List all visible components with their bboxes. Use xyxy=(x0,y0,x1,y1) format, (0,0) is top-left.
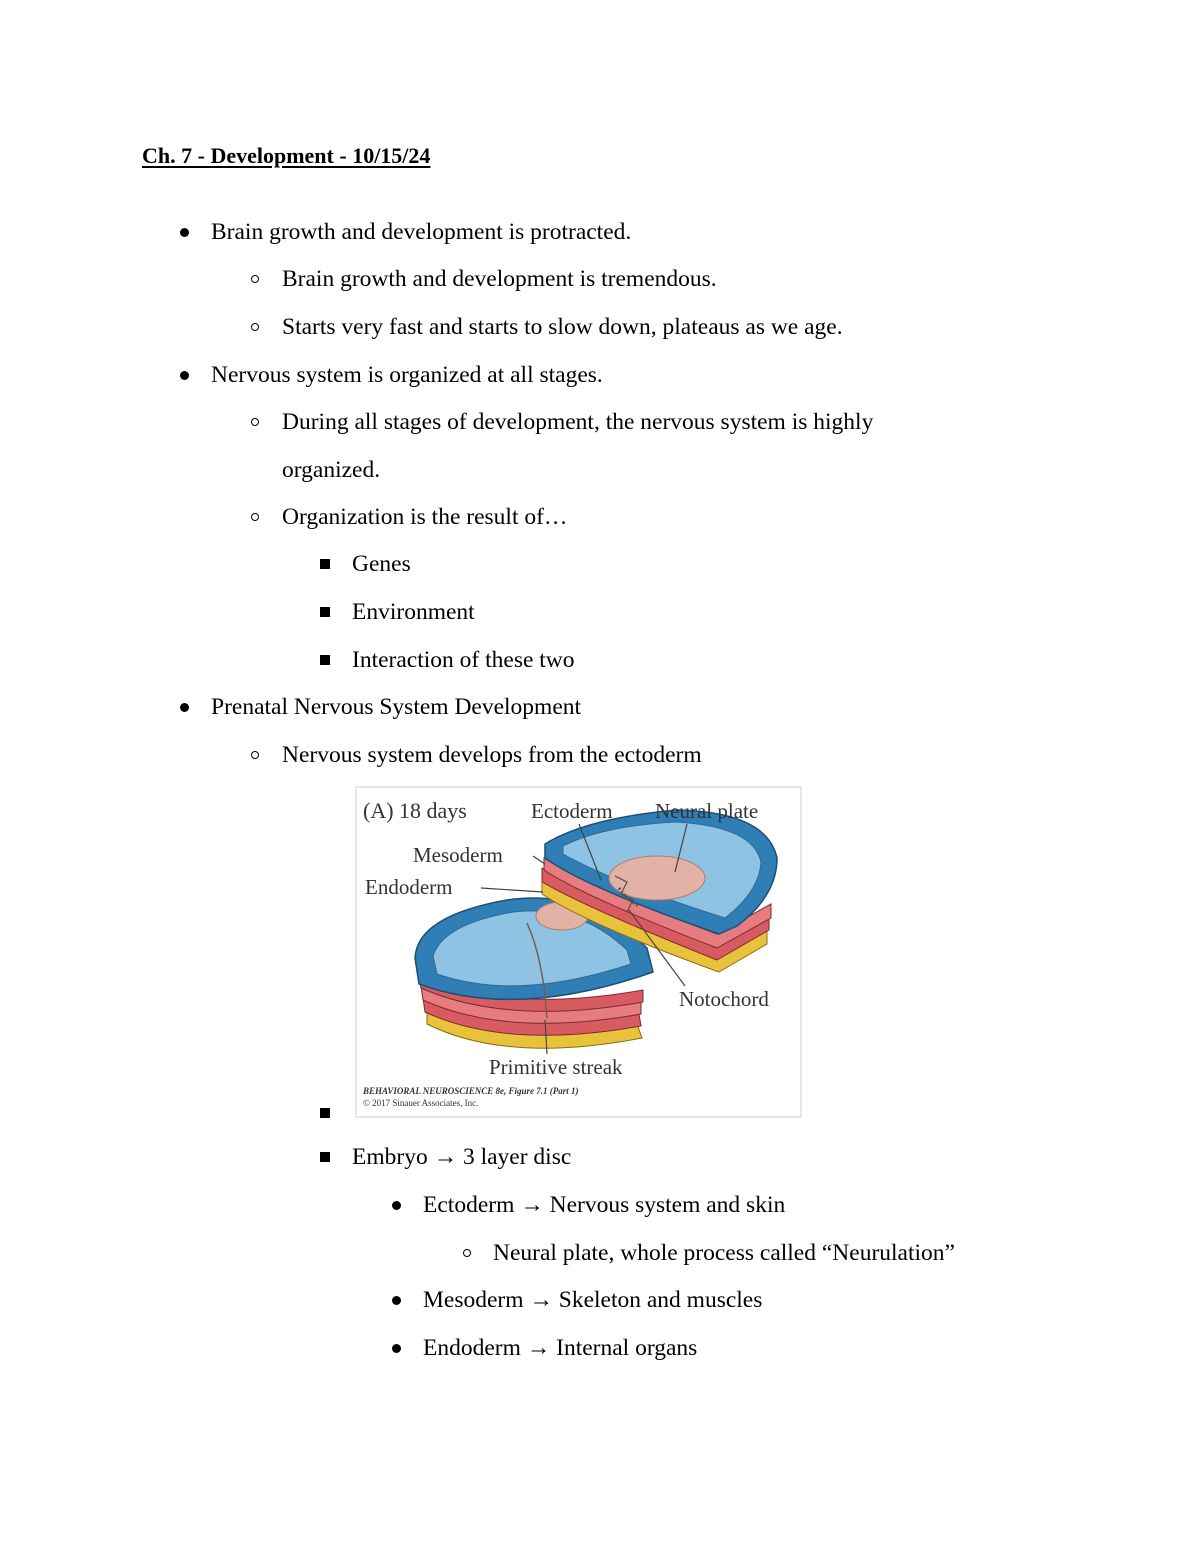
outline-item-text: Organization is the result of… xyxy=(282,504,568,530)
bullet-disc-icon xyxy=(180,228,189,237)
bullet-circle-icon xyxy=(251,513,259,521)
outline-item-text: Brain growth and development is tremendous. xyxy=(282,266,717,292)
bullet-disc-icon xyxy=(180,371,189,380)
outline-item-text: Environment xyxy=(352,599,475,625)
bullet-circle-icon xyxy=(251,418,259,426)
bullet-circle-icon xyxy=(251,275,259,283)
outline-item-text: Ectoderm → Nervous system and skin xyxy=(423,1192,786,1218)
outline-item-text: Neural plate, whole process called “Neurulation” xyxy=(493,1240,955,1266)
outline-item-text: Starts very fast and starts to slow down, plateaus as we age. xyxy=(282,314,843,340)
embryo-diagram-figure xyxy=(355,786,802,1118)
bullet-circle-icon xyxy=(251,751,259,759)
outline-item-text: Endoderm → Internal organs xyxy=(423,1335,698,1361)
label-primitive-streak: Primitive streak xyxy=(489,1055,623,1079)
label-endoderm: Endoderm xyxy=(365,875,453,899)
embryo-diagram-svg xyxy=(357,788,800,1116)
bullet-circle-icon xyxy=(251,323,259,331)
label-neural-plate: Neural plate xyxy=(655,799,759,823)
bullet-square-icon xyxy=(320,1108,330,1118)
outline-item-text: Interaction of these two xyxy=(352,647,575,673)
outline-item-text: Mesoderm → Skeleton and muscles xyxy=(423,1287,763,1313)
bullet-disc-icon xyxy=(392,1344,401,1353)
bullet-disc-icon xyxy=(392,1296,401,1305)
outline-item-text: Nervous system is organized at all stages. xyxy=(211,362,603,388)
label-notochord: Notochord xyxy=(679,987,769,1011)
bullet-square-icon xyxy=(320,655,330,665)
figure-credit-line-1: BEHAVIORAL NEUROSCIENCE 8e, Figure 7.1 (Part 1) xyxy=(363,1086,579,1096)
bullet-disc-icon xyxy=(180,703,189,712)
bullet-circle-icon xyxy=(463,1249,471,1257)
outline-item-text: Nervous system develops from the ectoderm xyxy=(282,742,702,768)
outline-item-text: Embryo → 3 layer disc xyxy=(352,1144,572,1170)
figure-credit-line-2: © 2017 Sinauer Associates, Inc. xyxy=(363,1098,479,1108)
bullet-square-icon xyxy=(320,559,330,569)
bullet-square-icon xyxy=(320,607,330,617)
label-ectoderm: Ectoderm xyxy=(531,799,613,823)
bullet-disc-icon xyxy=(392,1201,401,1210)
outline-item-text: Genes xyxy=(352,551,411,577)
panel-label: (A) 18 days xyxy=(363,798,467,823)
label-mesoderm: Mesoderm xyxy=(413,843,503,867)
outline-item-text: During all stages of development, the nervous system is highly xyxy=(282,409,874,435)
page-title: Ch. 7 - Development - 10/15/24 xyxy=(142,143,431,168)
outline-item-text: organized. xyxy=(282,457,381,483)
bullet-square-icon xyxy=(320,1152,330,1162)
outline-item-text: Prenatal Nervous System Development xyxy=(211,694,582,720)
outline-item-text: Brain growth and development is protracted. xyxy=(211,219,632,245)
